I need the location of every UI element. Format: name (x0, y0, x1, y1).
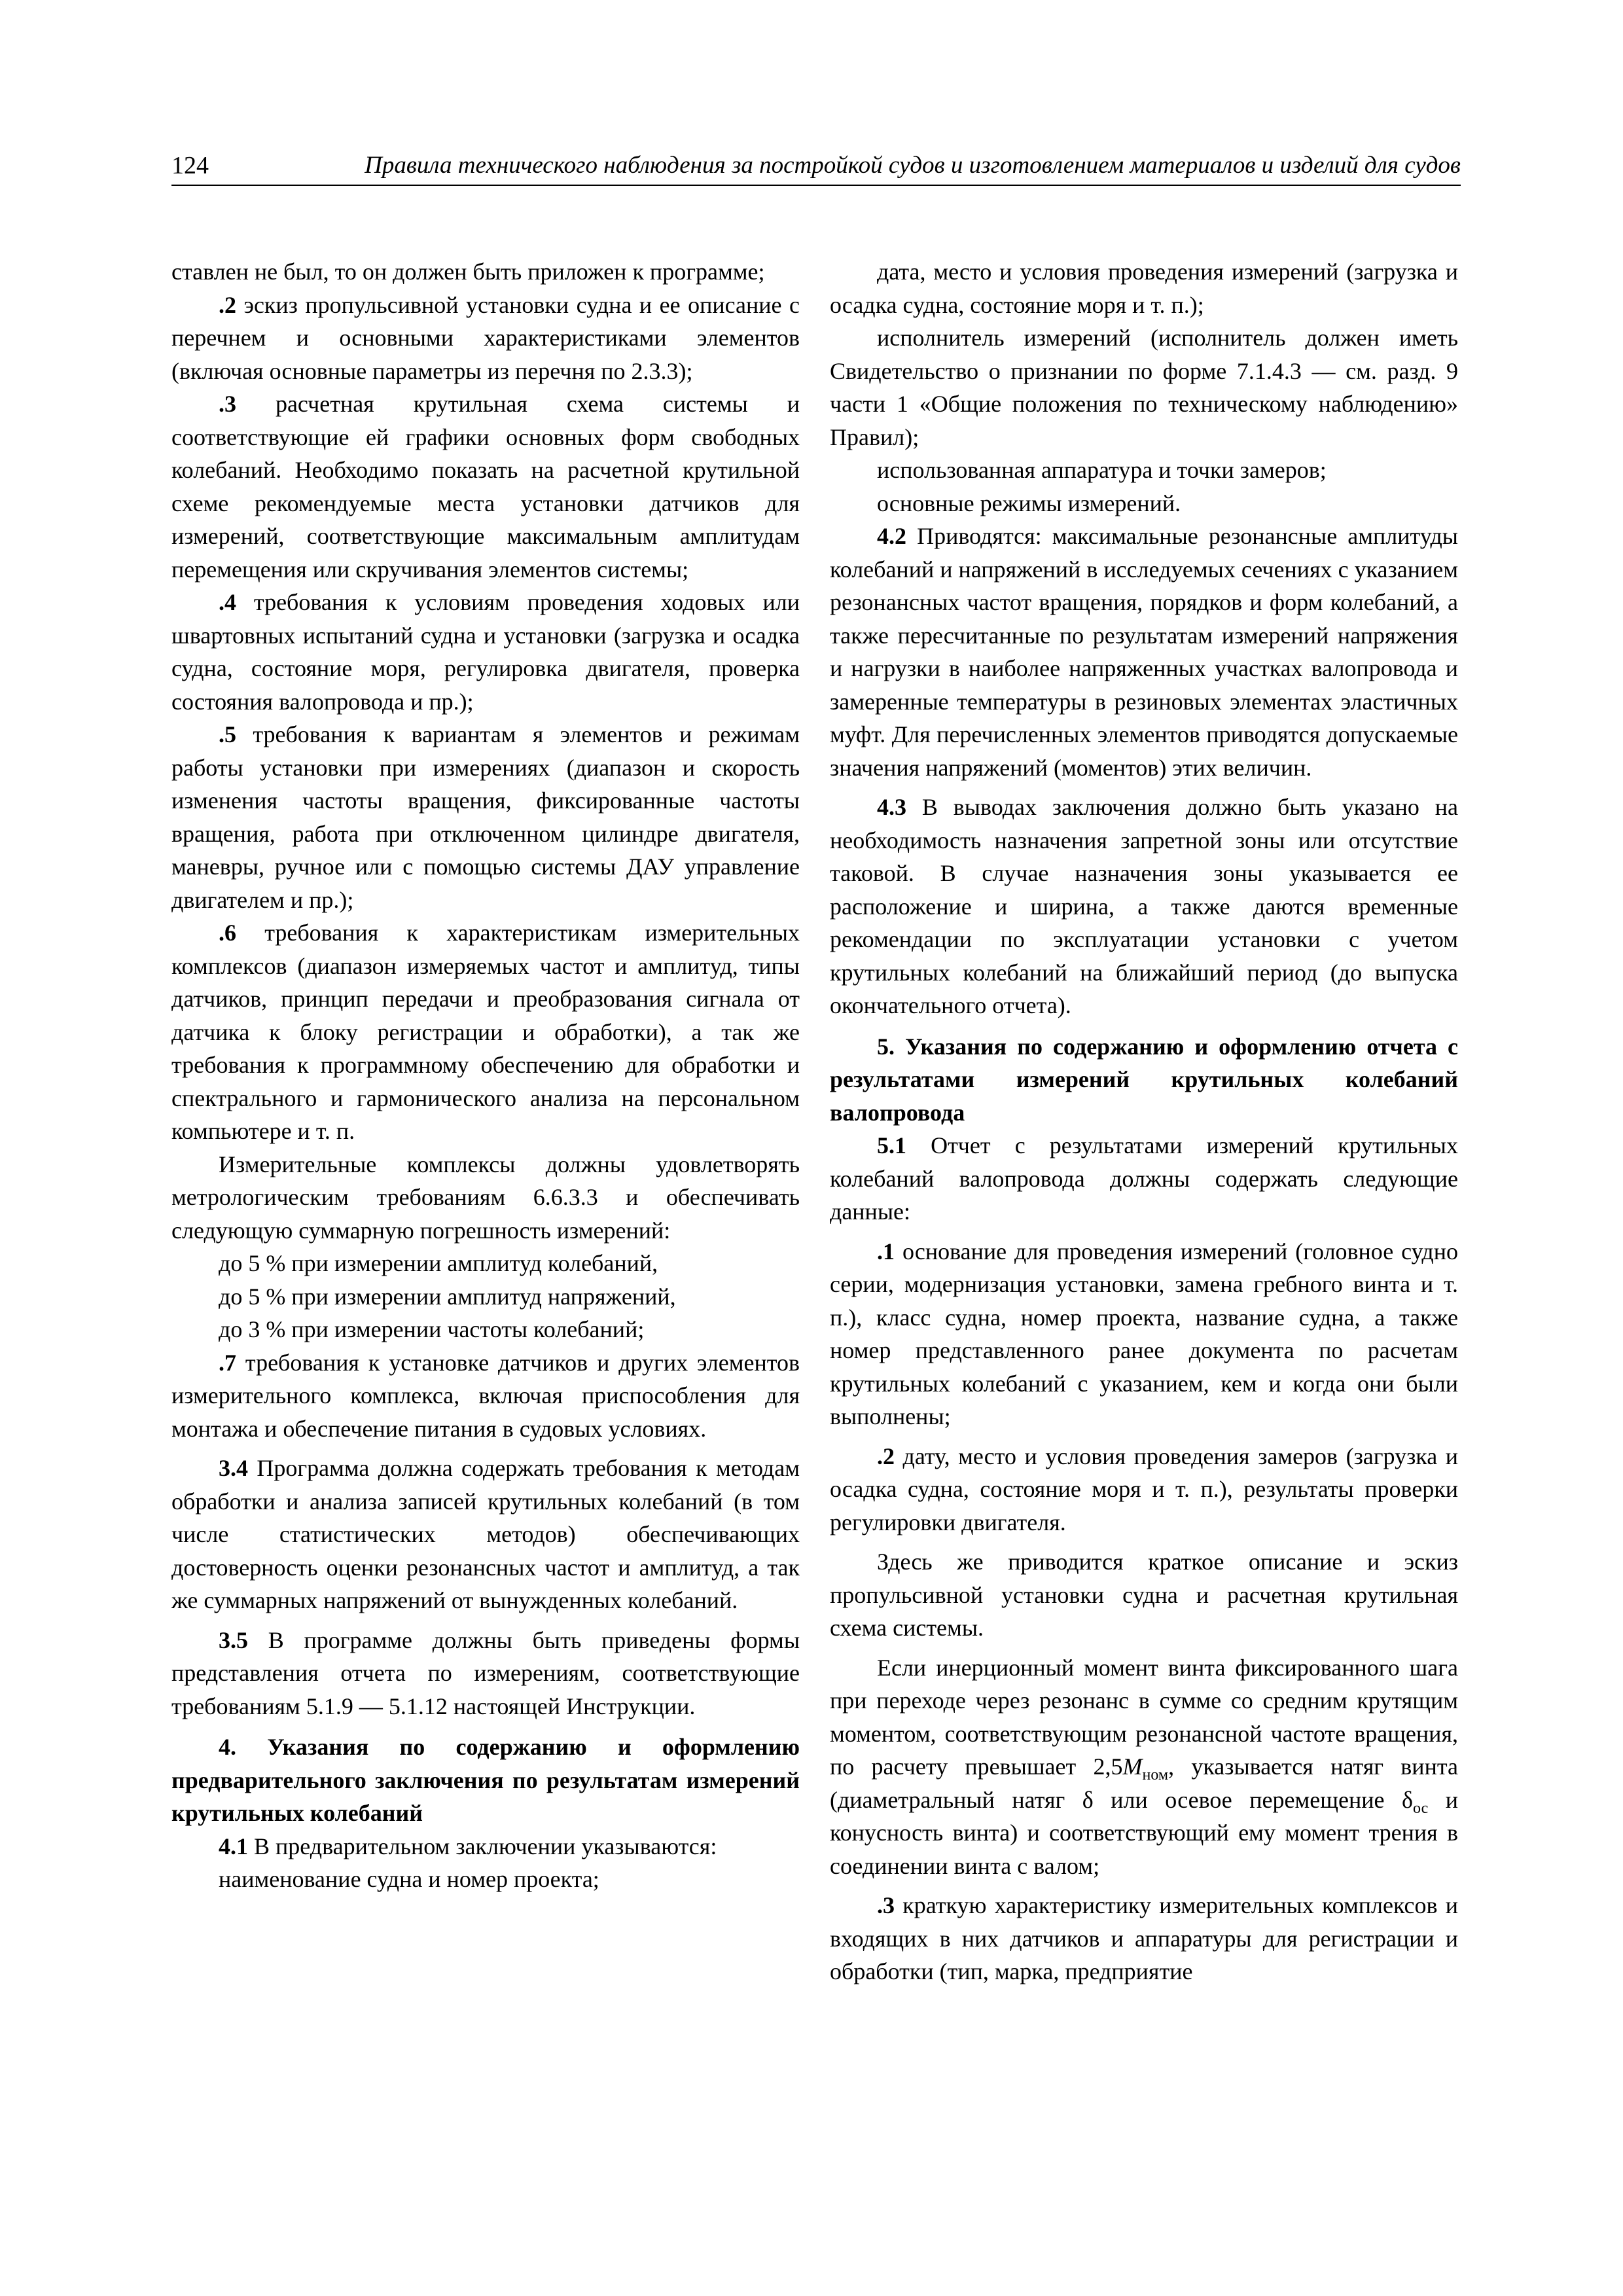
item-number: .7 (219, 1349, 236, 1376)
paragraph-text: эскиз пропульсивной установки судна и ее описание с перечнем и основными характеристиками элементов (включая основные параметры из перечня по 2.3.3); (171, 291, 800, 384)
paragraph (171, 586, 800, 718)
paragraph-text: Измерительные комплексы должны удовлетворять метрологическим требованиям 6.6.3.3 и обеспечивать следующую суммарную погрешность измерений: (171, 1151, 800, 1244)
paragraph-text: краткую характеристику измерительных комплексов и входящих в них датчиков и аппаратуры для регистрации и обработки (тип, марка, предприятие (830, 1892, 1458, 1984)
paragraph (830, 487, 1458, 520)
paragraph (171, 387, 800, 586)
paragraph (171, 1148, 800, 1247)
item-number: .3 (219, 391, 236, 417)
paragraph (171, 916, 800, 1148)
paragraph-text: 4. Указания по содержанию и оформлению предварительного заключения по результатам измерений крутильных колебаний (171, 1734, 800, 1826)
paragraph (830, 1545, 1458, 1645)
paragraph (830, 1129, 1458, 1229)
left-column (171, 255, 800, 1896)
item-number: .6 (219, 920, 236, 946)
paragraph (171, 255, 800, 289)
paragraph-text: до 5 % при измерении амплитуд напряжений, (219, 1283, 676, 1310)
paragraph-text: дату, место и условия проведения замеров (загрузка и осадка судна, состояние моря и т. п.), результаты проверки регулировки двигателя. (830, 1443, 1459, 1535)
paragraph (171, 1830, 800, 1863)
paragraph-text: требования к установке датчиков и других элементов измерительного комплекса, включая приспособления для монтажа и обеспечение питания в судовых условиях. (171, 1349, 800, 1442)
item-number: 3.5 (219, 1626, 248, 1653)
paragraph-text: Если инерционный момент винта фиксированного шага при переходе через резонанс в сумме со средним крутящим моментом, соответствующим резонансной частоте вращения, по расчету превышает $2,5M_{ном}$, указывается натяг винта (диаметральный натяг δ или осевое перемещение $\delta_{ос}$ и конусность винта) и соответствующий ему момент трения в соединении винта с валом; (830, 1654, 1459, 1879)
paragraph-text: В предварительном заключении указываются: (254, 1833, 717, 1859)
right-column (830, 255, 1458, 1988)
paragraph-text: Приводятся: максимальные резонансные амплитуды колебаний и напряжений в исследуемых сечениях с указанием резонансных частот вращения, порядков и форм колебаний, а также пересчитанные по результатам измерений напряжения и нагрузки в наиболее напряженных участках валопровода и замеренные температуры в резиновых элементах эластичных муфт. Для перечисленных элементов приводятся допускаемые значения напряжений (моментов) этих величин. (830, 523, 1458, 781)
paragraph-text: требования к вариантам я элементов и режимам работы установки при измерениях (диапазон и скорость изменения частоты вращения, фиксированные частоты вращения, работа при отключенном цилиндре двигателя, маневры, ручное или с помощью системы ДАУ управление двигателем и пр.); (171, 721, 800, 913)
paragraph-text: В программе должны быть приведены формы представления отчета по измерениям, соответствующие требованиям 5.1.9 — 5.1.12 настоящей Инструкции. (171, 1626, 800, 1719)
item-number: 3.4 (219, 1455, 248, 1481)
paragraph (830, 1235, 1458, 1433)
paragraph-text: использованная аппаратура и точки замеров; (877, 457, 1327, 483)
paragraph (830, 1651, 1458, 1883)
section-heading (171, 1731, 800, 1830)
paragraph (171, 1280, 800, 1314)
item-number: 4.1 (219, 1833, 248, 1859)
item-number: .2 (219, 291, 236, 318)
paragraph-text: 5. Указания по содержанию и оформлению отчета с результатами измерений крутильных колебаний валопровода (830, 1033, 1458, 1126)
item-number: 5.1 (877, 1132, 906, 1158)
paragraph-text: Программа должна содержать требования к методам обработки и анализа записей крутильных колебаний (в том числе статистических методов) обеспечивающих достоверность оценки резонансных частот и амплитуд, а так же суммарных напряжений от вынужденных колебаний. (171, 1455, 800, 1613)
paragraph-text: основание для проведения измерений (головное судно серии, модернизация установки, замена гребного винта и т. п.), класс судна, номер проекта, название судна, а также номер представленного ранее документа по расчетам крутильных колебаний с указанием, кем и когда они были выполнены; (830, 1238, 1458, 1429)
paragraph-text: Отчет с результатами измерений крутильных колебаний валопровода должны содержать следующие данные: (830, 1132, 1458, 1225)
paragraph (830, 1440, 1458, 1539)
item-number: .1 (877, 1238, 895, 1265)
paragraph (171, 718, 800, 916)
item-number: .2 (877, 1443, 895, 1469)
paragraph (830, 1889, 1458, 1988)
item-number: .5 (219, 721, 236, 747)
paragraph-text: требования к характеристикам измерительных комплексов (диапазон измеряемых частот и амплитуд, типы датчиков, принцип передачи и преобразования сигнала от датчика к блоку регистрации и обработки), а так же требования к программному обеспечению для обработки и спектрального и гармонического анализа на персональном компьютере и т. п. (171, 920, 800, 1144)
paragraph (171, 1624, 800, 1723)
paragraph (830, 520, 1458, 784)
paragraph (171, 1452, 800, 1617)
paragraph (830, 454, 1458, 487)
paragraph (171, 289, 800, 388)
item-number: .4 (219, 589, 236, 615)
paragraph (171, 1863, 800, 1896)
running-title: Правила технического наблюдения за постройкой судов и изготовлением материалов и изделий для судов (365, 152, 1461, 179)
header-rule (171, 185, 1461, 186)
paragraph-text: исполнитель измерений (исполнитель должен иметь Свидетельство о признании по форме 7.1.4.3 — см. разд. 9 части 1 «Общие положения по техническому наблюдению» Правил); (830, 325, 1458, 450)
paragraph-text: наименование судна и номер проекта; (219, 1866, 599, 1892)
paragraph-text: расчетная крутильная схема системы и соответствующие ей графики основных форм свободных колебаний. Необходимо показать на расчетной крутильной схеме рекомендуемые места установки датчиков для измерений, соответствующие максимальным амплитудам перемещения или скручивания элементов системы; (171, 391, 800, 583)
paragraph (171, 1313, 800, 1346)
page-header (171, 149, 1461, 186)
paragraph (830, 321, 1458, 454)
paragraph (830, 791, 1458, 1022)
paragraph-text: основные режимы измерений. (877, 490, 1181, 516)
paragraph (171, 1247, 800, 1280)
paragraph-text: до 3 % при измерении частоты колебаний; (219, 1316, 645, 1342)
paragraph-text: до 5 % при измерении амплитуд колебаний, (219, 1250, 658, 1276)
paragraph-text: В выводах заключения должно быть указано на необходимость назначения запретной зоны или отсутствие таковой. В случае назначения зоны указывается ее расположение и ширина, а также даются временные рекомендации по эксплуатации установки с учетом крутильных колебаний на ближайший период (до выпуска окончательного отчета). (830, 794, 1458, 1018)
paragraph (171, 1346, 800, 1446)
item-number: 4.3 (877, 794, 906, 820)
page-number: 124 (171, 152, 209, 179)
paragraph-text: требования к условиям проведения ходовых или швартовных испытаний судна и установки (загрузка и осадка судна, состояние моря, регулировка двигателя, проверка состояния валопровода и пр.); (171, 589, 800, 715)
item-number: 4.2 (877, 523, 906, 549)
item-number: .3 (877, 1892, 895, 1918)
paragraph-text: ставлен не был, то он должен быть приложен к программе; (171, 259, 765, 285)
section-heading (830, 1030, 1458, 1130)
paragraph-text: дата, место и условия проведения измерений (загрузка и осадка судна, состояние моря и т. п.); (830, 259, 1458, 318)
paragraph-text: Здесь же приводится краткое описание и эскиз пропульсивной установки судна и расчетная крутильная схема системы. (830, 1549, 1458, 1641)
paragraph (830, 255, 1458, 321)
